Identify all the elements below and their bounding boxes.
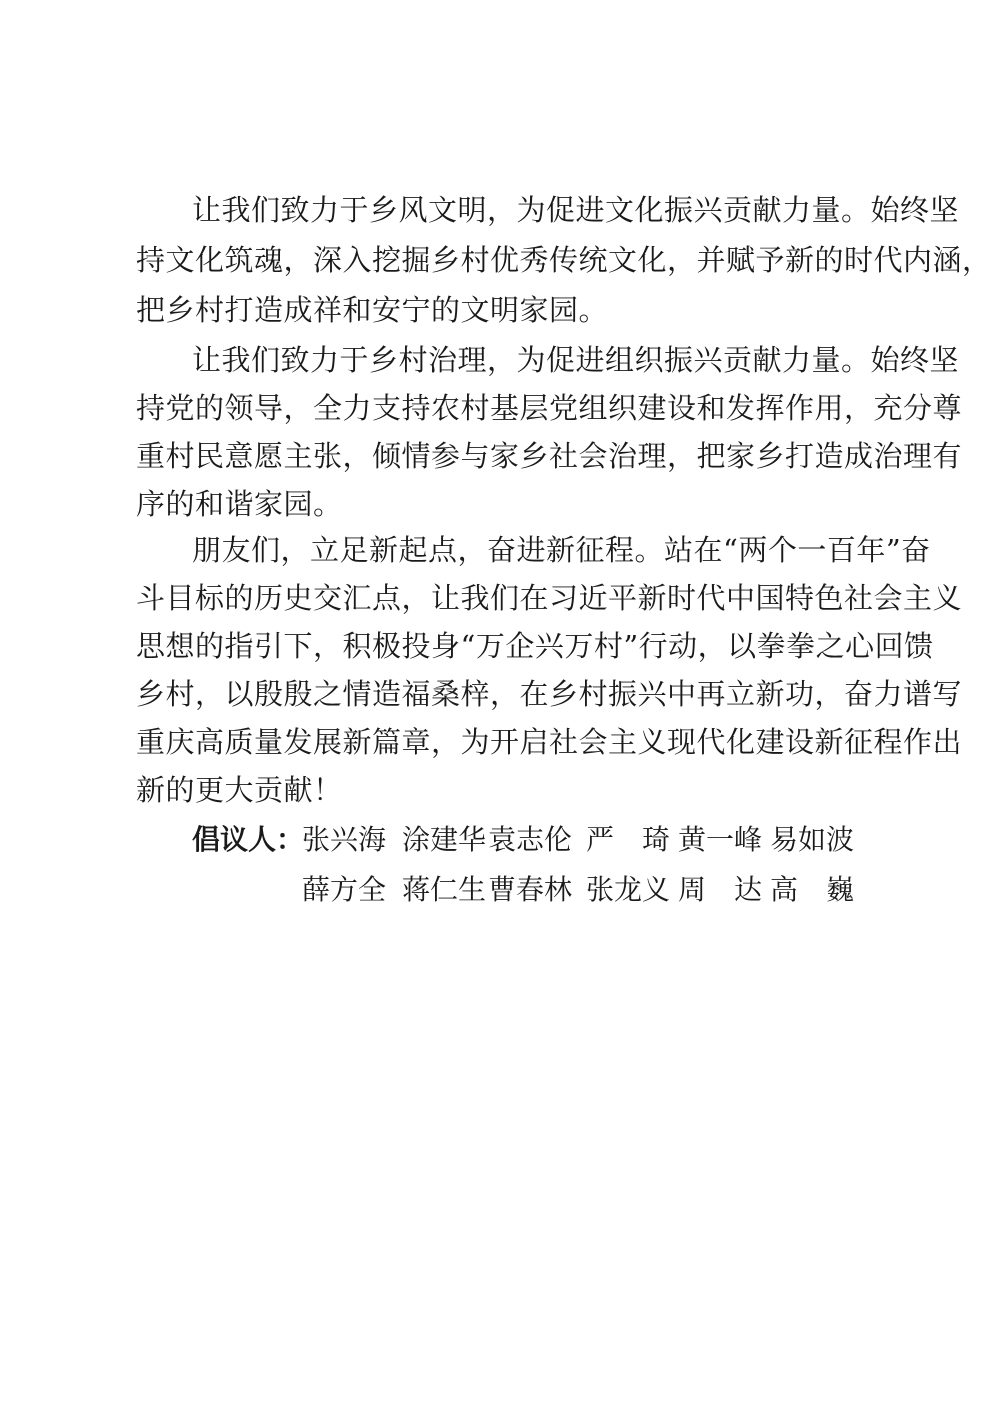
signatory-name: 袁志伦: [488, 823, 573, 856]
signatory-name: 曹春林: [488, 873, 573, 906]
paragraph-line: 思想的指引下，积极投身“万企兴万村”行动，以拳拳之心回馈: [136, 629, 934, 663]
signatories-label: 倡议人：: [192, 823, 305, 856]
paragraph-line: 把乡村打造成祥和安宁的文明家园。: [136, 293, 609, 327]
paragraph-line: 让我们致力于乡风文明，为促进文化振兴贡献力量。始终坚: [192, 193, 960, 227]
paragraph-line: 让我们致力于乡村治理，为促进组织振兴贡献力量。始终坚: [192, 343, 960, 377]
signatory-name: 黄一峰: [678, 823, 763, 856]
signatory-name: 张龙义: [586, 873, 671, 906]
paragraph-line: 持文化筑魂，深入挖掘乡村优秀传统文化，并赋予新的时代内涵，: [136, 243, 992, 277]
paragraph-line: 重庆高质量发展新篇章，为开启社会主义现代化建设新征程作出: [136, 725, 963, 759]
paragraph-line: 持党的领导，全力支持农村基层党组织建设和发挥作用，充分尊: [136, 391, 963, 425]
paragraph-line: 新的更大贡献！: [136, 773, 343, 807]
signatory-name: 易如波: [770, 823, 855, 856]
signatory-name: 涂建华: [402, 823, 487, 856]
paragraph-line: 斗目标的历史交汇点，让我们在习近平新时代中国特色社会主义: [136, 581, 963, 615]
signatory-name: 高 巍: [770, 873, 855, 906]
paragraph-line: 序的和谐家园。: [136, 487, 343, 521]
signatory-name: 张兴海: [302, 823, 387, 856]
paragraph-line: 乡村，以殷殷之情造福桑梓，在乡村振兴中再立新功，奋力谱写: [136, 677, 963, 711]
signatory-name: 蒋仁生: [402, 873, 487, 906]
signatory-name: 薛方全: [302, 873, 387, 906]
paragraph-line: 重村民意愿主张，倾情参与家乡社会治理，把家乡打造成治理有: [136, 439, 963, 473]
signatory-name: 周 达: [678, 873, 763, 906]
signatory-name: 严 琦: [586, 823, 671, 856]
paragraph-line: 朋友们，立足新起点，奋进新征程。站在“两个一百年”奋: [192, 533, 931, 567]
